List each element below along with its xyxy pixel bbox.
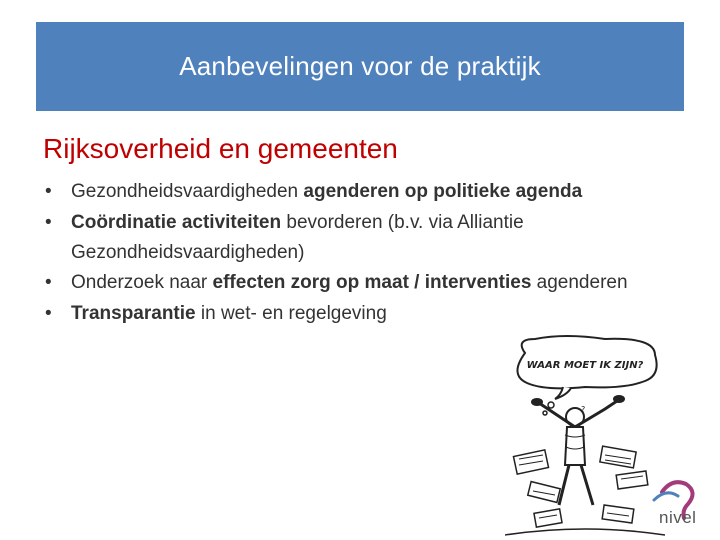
- bullet-dot-icon: •: [45, 181, 52, 202]
- logo-text: nivel: [659, 508, 697, 527]
- confused-person-cartoon-icon: [505, 335, 665, 540]
- bullet-item: [43, 298, 643, 330]
- title-banner: [36, 22, 684, 111]
- bullet-dot-icon: •: [45, 212, 52, 233]
- bullet-text: agenderen: [531, 272, 628, 293]
- bullet-text-bold: Coördinatie activiteiten: [71, 212, 282, 233]
- section-title: Rijksoverheid en gemeenten: [43, 133, 398, 164]
- bullet-item: [43, 176, 643, 208]
- svg-text:?: ?: [581, 405, 586, 414]
- bullet-text: Gezondheidsvaardigheden: [71, 181, 304, 202]
- bullet-text: Onderzoek naar: [71, 272, 213, 293]
- bullet-list: [43, 176, 643, 330]
- bullet-item: [43, 268, 643, 298]
- bullet-text: in wet- en regelgeving: [195, 303, 387, 324]
- speech-bubble-text: WAAR MOET IK ZIJN?: [526, 360, 644, 371]
- bullet-text-bold: agenderen op politieke agenda: [303, 181, 583, 202]
- bullet-text-bold: effecten zorg op maat / interventies: [212, 272, 532, 293]
- bullet-text: bevorderen (b.v. via Alliantie Gezondheidsvaardigheden): [71, 212, 524, 263]
- bullet-item: [43, 208, 643, 268]
- bullet-dot-icon: •: [45, 303, 52, 324]
- bullet-text-bold: Transparantie: [71, 303, 196, 324]
- slide-title: Aanbevelingen voor de praktijk: [179, 51, 541, 81]
- bullet-dot-icon: •: [45, 272, 52, 293]
